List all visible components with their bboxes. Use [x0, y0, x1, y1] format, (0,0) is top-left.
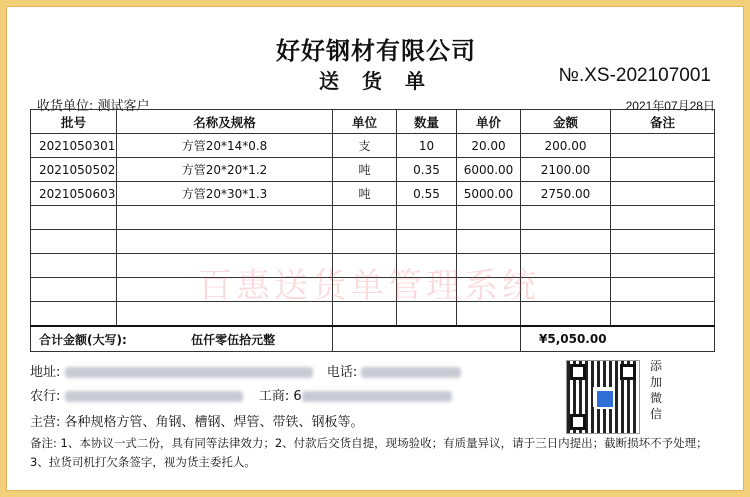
table-cell: 2021050603 — [31, 182, 117, 206]
table-cell — [31, 206, 117, 230]
table-cell: 方管20*14*0.8 — [117, 134, 333, 158]
table-cell — [611, 254, 715, 278]
watermark: 百惠送货单管理系统 — [198, 266, 540, 306]
table-cell — [397, 206, 457, 230]
receiver: 收货单位: 测试客户 — [37, 99, 150, 114]
qr-finder-icon — [570, 414, 586, 430]
qr-logo-icon — [595, 389, 615, 409]
table-cell — [457, 230, 521, 254]
table-row — [31, 182, 715, 206]
table-cell: 0.35 — [397, 158, 457, 182]
table-cell — [611, 206, 715, 230]
table-cell: 方管20*30*1.3 — [117, 182, 333, 206]
redacted-phone — [361, 367, 461, 378]
total-label-cell — [31, 326, 333, 352]
table-cell: 5000.00 — [457, 182, 521, 206]
redacted-icbc — [302, 391, 452, 402]
table-cell: 10 — [397, 134, 457, 158]
table-cell: 2021050502 — [31, 158, 117, 182]
table-header — [31, 110, 715, 134]
total-words: 伍仟零伍拾元整 — [191, 332, 276, 347]
table-cell — [521, 230, 611, 254]
document-date: 2021年07月28日 — [625, 99, 715, 113]
table-cell: 20.00 — [457, 134, 521, 158]
table-cell: 6000.00 — [457, 158, 521, 182]
goods-table — [30, 109, 715, 352]
document-number: №.XS-202107001 — [558, 65, 711, 86]
table-cell — [521, 206, 611, 230]
table-cell — [611, 134, 715, 158]
table-cell: 2021050301 — [31, 134, 117, 158]
redacted-address — [65, 367, 313, 378]
table-cell — [457, 302, 521, 327]
table-cell: 方管20*20*1.2 — [117, 158, 333, 182]
table-row — [31, 158, 715, 182]
table-cell: 支 — [333, 134, 397, 158]
table-cell — [611, 230, 715, 254]
column-header: 备注 — [611, 110, 715, 134]
table-cell — [333, 254, 397, 278]
table-cell — [397, 254, 457, 278]
table-cell — [611, 182, 715, 206]
table-cell: 吨 — [333, 158, 397, 182]
address-label: 地址: — [30, 365, 61, 380]
table-row — [31, 134, 715, 158]
table-cell: 200.00 — [521, 134, 611, 158]
table-cell — [611, 278, 715, 302]
table-cell — [31, 278, 117, 302]
table-cell: 吨 — [333, 182, 397, 206]
table-cell — [397, 278, 457, 302]
table-cell — [333, 302, 397, 327]
table-cell — [117, 206, 333, 230]
business-scope: 主营: 各种规格方管、角钢、槽钢、焊管、带铁、钢板等。 — [30, 415, 364, 430]
table-row — [31, 230, 715, 254]
table-row — [31, 206, 715, 230]
table-cell — [333, 206, 397, 230]
column-header: 单位 — [333, 110, 397, 134]
table-cell — [117, 254, 333, 278]
total-spacer — [333, 326, 521, 352]
table-row — [31, 302, 715, 327]
table-cell — [31, 302, 117, 327]
table-cell — [117, 302, 333, 327]
table-cell — [117, 278, 333, 302]
document-title: 送 货 单 — [319, 69, 433, 93]
total-label: 合计金额(大写): — [39, 332, 127, 347]
table-cell — [31, 254, 117, 278]
column-header: 数量 — [397, 110, 457, 134]
icbc-prefix: 6 — [293, 389, 302, 404]
table-cell — [117, 230, 333, 254]
table-cell — [611, 158, 715, 182]
bank-line — [30, 385, 452, 404]
table-row — [31, 278, 715, 302]
table-cell — [521, 302, 611, 327]
table-cell: 2100.00 — [521, 158, 611, 182]
qr-finder-icon — [620, 364, 636, 380]
bank-label: 农行: — [30, 389, 61, 404]
column-header: 单价 — [457, 110, 521, 134]
company-name: 好好钢材有限公司 — [276, 36, 476, 65]
qr-finder-icon — [570, 364, 586, 380]
table-cell — [333, 230, 397, 254]
table-cell — [521, 278, 611, 302]
table-cell — [521, 254, 611, 278]
table-row — [31, 254, 715, 278]
column-header: 金额 — [521, 110, 611, 134]
table-cell — [457, 206, 521, 230]
table-cell — [611, 302, 715, 327]
table-cell: 0.55 — [397, 182, 457, 206]
total-amount: ¥5,050.00 — [521, 326, 715, 352]
table-cell — [397, 230, 457, 254]
table-cell — [397, 302, 457, 327]
table-cell: 2750.00 — [521, 182, 611, 206]
column-header: 名称及规格 — [117, 110, 333, 134]
icbc-label: 工商: — [258, 389, 290, 404]
phone-label: 电话: — [326, 365, 358, 380]
column-header: 批号 — [31, 110, 117, 134]
table-cell — [457, 254, 521, 278]
remarks: 备注: 1、本协议一式二份，具有同等法律效力；2、付款后交货自提，现场验收；有质量异议，请于三日内提出；截断损坏不予处理；3、拉货司机打欠条签字，视为货主委托人。 — [30, 436, 708, 469]
wechat-qr-code — [566, 360, 640, 434]
total-row — [31, 326, 715, 352]
qr-caption: 添加微信 — [650, 359, 663, 421]
table-cell — [31, 230, 117, 254]
redacted-bank — [65, 391, 243, 402]
table-cell — [333, 278, 397, 302]
address-line — [30, 361, 461, 380]
table-cell — [457, 278, 521, 302]
